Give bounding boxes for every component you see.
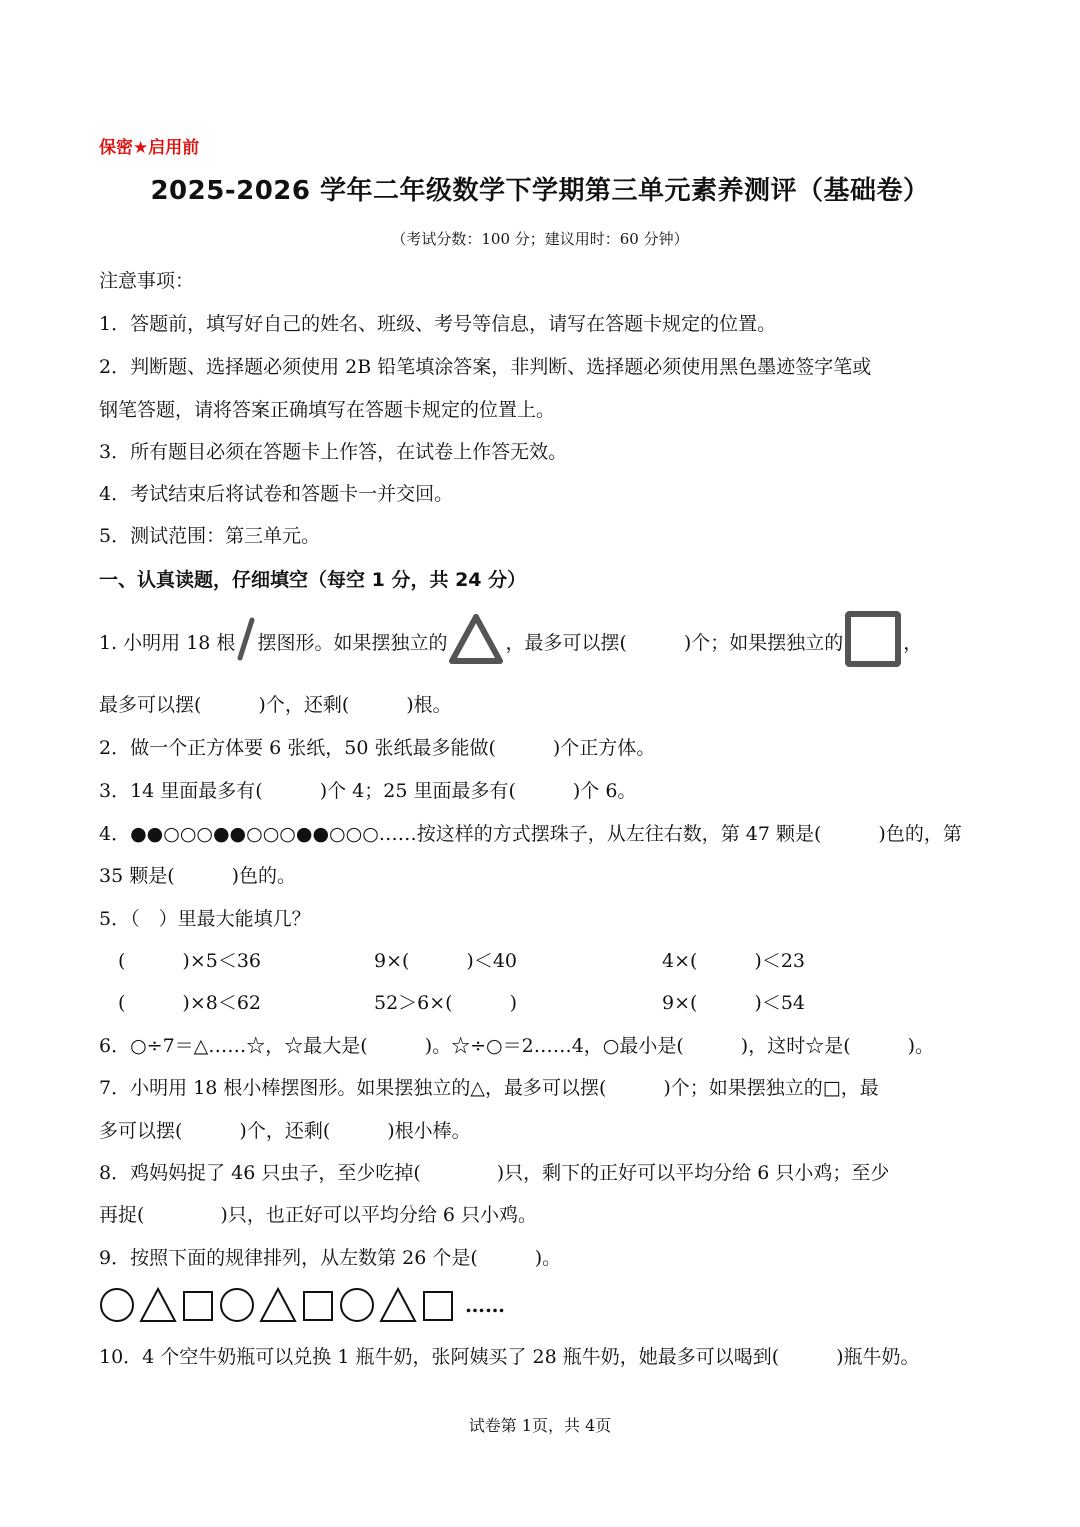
q5-item-1: ( )×5＜36	[118, 950, 262, 972]
circle-icon	[219, 1287, 255, 1323]
note-4: 4．考试结束后将试卷和答题卡一并交回。	[99, 483, 454, 505]
question-3: 3．14 里面最多有( )个 4；25 里面最多有( )个 6。	[99, 780, 637, 802]
question-2: 2．做一个正方体要 6 张纸，50 张纸最多能做( )个正方体。	[99, 737, 656, 759]
q1-text-2: 摆图形。如果摆独立的	[257, 631, 448, 654]
q1-text-1: 1. 小明用 18 根	[99, 631, 236, 654]
q5-item-4: ( )×8＜62	[118, 992, 262, 1014]
question-8-line1: 8．鸡妈妈捉了 46 只虫子，至少吃掉( )只，剩下的正好可以平均分给 6 只小鸡；至少	[99, 1162, 890, 1184]
triangle-icon	[379, 1287, 417, 1323]
question-1-line1	[99, 610, 922, 672]
stick-square-icon	[843, 609, 903, 674]
note-2-line1: 2．判断题、选择题必须使用 2B 铅笔填涂答案，非判断、选择题必须使用黑色墨迹签字笔或	[99, 356, 872, 378]
question-8-line2: 再捉( )只，也正好可以平均分给 6 只小鸡。	[99, 1204, 537, 1226]
page-title: 2025-2026 学年二年级数学下学期第三单元素养测评（基础卷）	[150, 176, 930, 206]
page-footer: 试卷第 1页，共 4页	[468, 1416, 612, 1435]
question-4-line1: 4．●●○○○●●○○○●●○○○……按这样的方式摆珠子，从左往右数，第 47 颗是( )色的，第	[99, 823, 962, 845]
note-5: 5．测试范围：第三单元。	[99, 525, 321, 547]
question-6: 6．○÷7＝△……☆，☆最大是( )。☆÷○＝2……4，○最小是( )，这时☆是( )。	[99, 1035, 935, 1057]
triangle-icon	[259, 1287, 297, 1323]
section-heading: 一、认真读题，仔细填空（每空 1 分，共 24 分）	[99, 569, 527, 591]
shape-pattern	[99, 1285, 505, 1325]
note-1: 1．答题前，填写好自己的姓名、班级、考号等信息，请写在答题卡规定的位置。	[99, 313, 777, 335]
square-icon	[301, 1287, 335, 1323]
q1-text-4: ，	[903, 631, 923, 654]
question-7-line1: 7．小明用 18 根小棒摆图形。如果摆独立的△，最多可以摆( )个；如果摆独立的□，最	[99, 1077, 879, 1099]
circle-icon	[99, 1287, 135, 1323]
exam-info: （考试分数：100 分；建议用时：60 分钟）	[391, 230, 689, 248]
square-icon	[421, 1287, 455, 1323]
question-10: 10．4 个空牛奶瓶可以兑换 1 瓶牛奶，张阿姨买了 28 瓶牛奶，她最多可以喝到( )瓶牛奶。	[99, 1346, 920, 1368]
question-9: 9．按照下面的规律排列，从左数第 26 个是( )。	[99, 1247, 562, 1269]
q5-item-6: 9×( )＜54	[662, 992, 806, 1014]
q5-item-3: 4×( )＜23	[662, 950, 806, 972]
q5-item-2: 9×( )＜40	[374, 950, 518, 972]
stick-triangle-icon	[447, 612, 505, 671]
note-2-line2: 钢笔答题，请将答案正确填写在答题卡规定的位置上。	[99, 399, 556, 421]
question-1-line2: 最多可以摆( )个，还剩( )根。	[99, 694, 452, 716]
q1-text-3: ，最多可以摆( )个；如果摆独立的	[505, 631, 844, 654]
matchstick-icon	[235, 617, 257, 666]
confidential-label: 保密★启用前	[99, 138, 200, 158]
notes-heading: 注意事项：	[99, 270, 195, 292]
question-4-line2: 35 颗是( )色的。	[99, 865, 297, 887]
note-3: 3．所有题目必须在答题卡上作答，在试卷上作答无效。	[99, 441, 568, 463]
pattern-ellipsis: ……	[465, 1293, 505, 1317]
square-icon	[181, 1287, 215, 1323]
question-5: 5．（ ）里最大能填几？	[99, 908, 311, 930]
q5-item-5: 52＞6×( )	[374, 992, 518, 1014]
triangle-icon	[139, 1287, 177, 1323]
circle-icon	[339, 1287, 375, 1323]
question-7-line2: 多可以摆( )个，还剩( )根小棒。	[99, 1120, 471, 1142]
